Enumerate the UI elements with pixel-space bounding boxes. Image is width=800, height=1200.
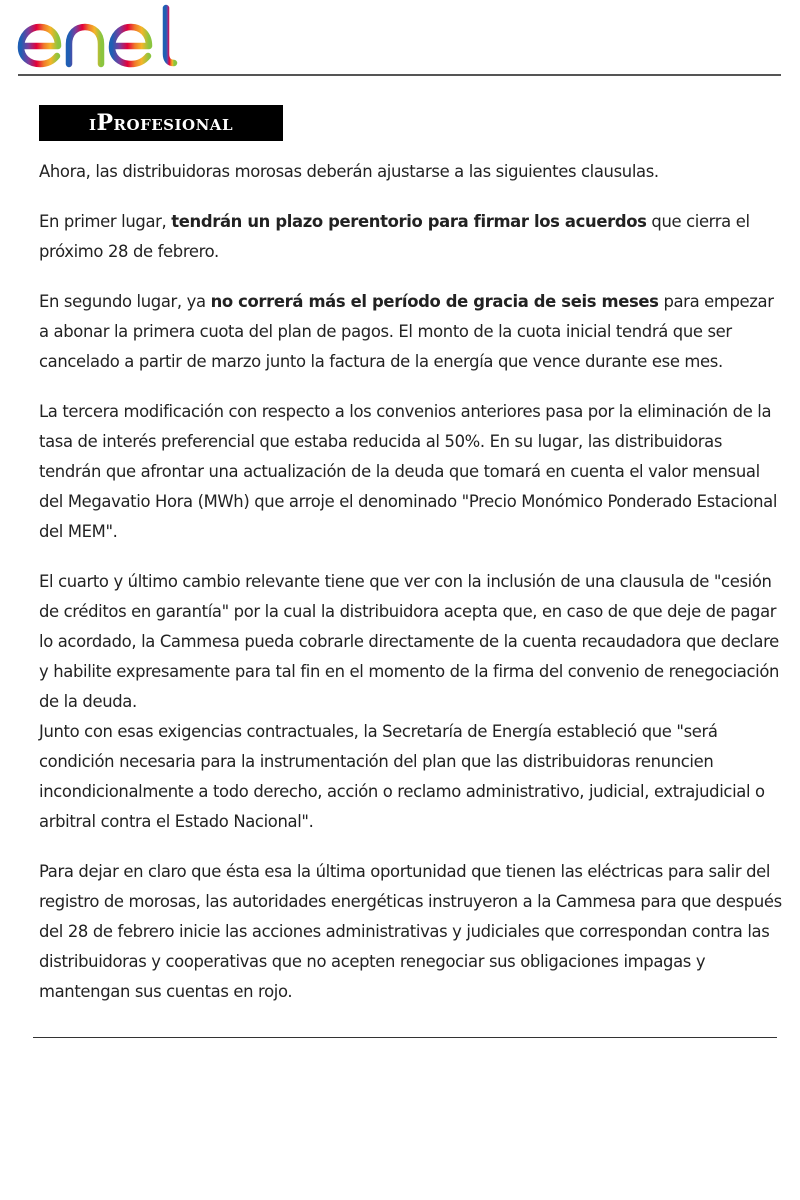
article-paragraph — [39, 287, 784, 377]
article-paragraph — [39, 567, 784, 717]
article-paragraph — [39, 157, 784, 187]
article-body — [39, 157, 784, 1007]
article-paragraph — [39, 397, 784, 547]
paragraph-text: para empezar a abonar la primera cuota del plan de pagos. El monto de la cuota inicial tendrá que ser cancelado a partir de marzo junto la factura de la energía que vence durante ese mes. — [39, 292, 774, 371]
article-paragraph — [39, 207, 784, 267]
paragraph-emphasis: no correrá más el período de gracia de seis meses — [210, 292, 659, 311]
source-badge: iProfesional — [39, 105, 283, 141]
paragraph-text: El cuarto y último cambio relevante tiene que ver con la inclusión de una clausula de "cesión de créditos en garantía" por la cual la distribuidora acepta que, en caso de que deje de pagar lo acordado, la Cammesa pueda cobrarle directamente de la cuenta recaudadora que declare y habilite expresamente para tal fin en el momento de la firma del convenio de renegociación de la deuda. — [39, 572, 780, 711]
paragraph-text: que cierra el próximo 28 de febrero. — [39, 212, 750, 261]
paragraph-text: En segundo lugar, ya — [39, 292, 211, 311]
enel-logo — [16, 4, 182, 68]
article-paragraph — [39, 717, 784, 837]
paragraph-text: La tercera modificación con respecto a los convenios anteriores pasa por la eliminación de la tasa de interés preferencial que estaba reducida al 50%. En su lugar, las distribuidoras tendrán que afrontar una actualización de la deuda que tomará en cuenta el valor mensual del Megavatio Hora (MWh) que arroje el denominado "Precio Monómico Ponderado Estacional del MEM". — [39, 402, 778, 541]
paragraph-text: Para dejar en claro que ésta esa la última oportunidad que tienen las eléctricas para salir del registro de morosas, las autoridades energéticas instruyeron a la Cammesa para que después del 28 de febrero inicie las acciones administrativas y judiciales que correspondan contra las distribuidoras y cooperativas que no acepten renegociar sus obligaciones impagas y mantengan sus cuentas en rojo. — [39, 862, 782, 1001]
paragraph-text: En primer lugar, — [39, 212, 172, 231]
footer-divider — [33, 1037, 777, 1038]
paragraph-text: Junto con esas exigencias contractuales, la Secretaría de Energía estableció que "será condición necesaria para la instrumentación del plan que las distribuidoras renuncien incondicionalmente a todo derecho, acción o reclamo administrativo, judicial, extrajudicial o arbitral contra el Estado Nacional". — [39, 722, 765, 831]
paragraph-text: Ahora, las distribuidoras morosas deberán ajustarse a las siguientes clausulas. — [39, 162, 659, 181]
article-paragraph — [39, 857, 784, 1007]
paragraph-emphasis: tendrán un plazo perentorio para firmar los acuerdos — [171, 212, 647, 231]
header-divider — [18, 74, 781, 76]
